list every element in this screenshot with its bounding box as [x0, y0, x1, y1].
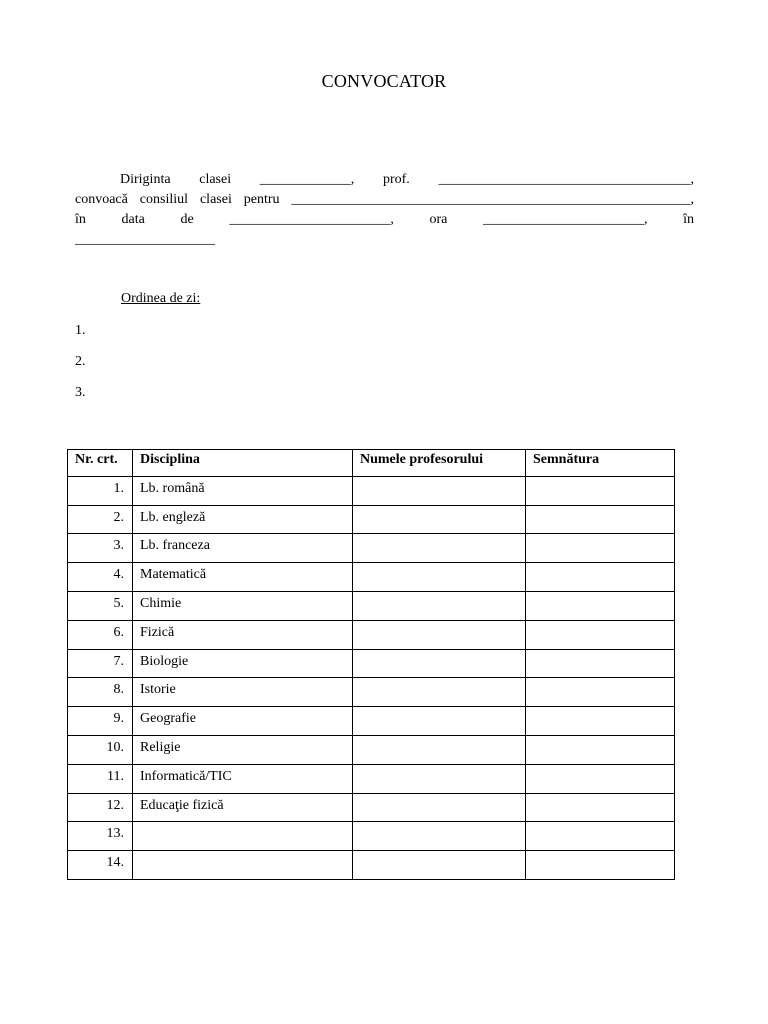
date-blank: _______________________,	[229, 212, 394, 227]
location-blank: ____________________	[75, 232, 215, 247]
header-signature: Semnătura	[526, 450, 675, 477]
discipline-cell: Educaţie fizică	[133, 793, 353, 822]
signature-cell[interactable]	[526, 735, 675, 764]
teacher-name-cell[interactable]	[353, 764, 526, 793]
header-discipline: Disciplina	[133, 450, 353, 477]
discipline-cell: Biologie	[133, 649, 353, 678]
word: în	[683, 212, 694, 227]
teacher-name-cell[interactable]	[353, 822, 526, 851]
table-row	[68, 764, 675, 793]
signature-cell[interactable]	[526, 764, 675, 793]
word: convoacă	[75, 192, 128, 207]
discipline-cell	[133, 822, 353, 851]
row-number-cell: 4.	[68, 563, 133, 592]
word: de	[180, 212, 194, 227]
table-row	[68, 620, 675, 649]
table-header-row	[68, 450, 675, 477]
table-body	[68, 476, 675, 879]
signature-cell[interactable]	[526, 822, 675, 851]
table-row	[68, 851, 675, 880]
paragraph-line-1	[75, 170, 694, 190]
signature-cell[interactable]	[526, 505, 675, 534]
teacher-name-cell[interactable]	[353, 735, 526, 764]
signature-cell[interactable]	[526, 563, 675, 592]
table-row	[68, 678, 675, 707]
paragraph-line-2	[75, 190, 694, 210]
teacher-name-cell[interactable]	[353, 851, 526, 880]
discipline-cell: Istorie	[133, 678, 353, 707]
table-row	[68, 707, 675, 736]
row-number-cell: 10.	[68, 735, 133, 764]
discipline-cell: Chimie	[133, 591, 353, 620]
word: pentru	[243, 192, 280, 207]
class-blank: _____________,	[259, 172, 355, 187]
teacher-name-cell[interactable]	[353, 563, 526, 592]
row-number-cell: 3.	[68, 534, 133, 563]
teacher-name-cell[interactable]	[353, 793, 526, 822]
discipline-cell: Geografie	[133, 707, 353, 736]
discipline-cell: Informatică/TIC	[133, 764, 353, 793]
signature-cell[interactable]	[526, 620, 675, 649]
table-row	[68, 793, 675, 822]
teacher-name-cell[interactable]	[353, 678, 526, 707]
teacher-name-cell[interactable]	[353, 534, 526, 563]
table-row	[68, 735, 675, 764]
signature-cell[interactable]	[526, 476, 675, 505]
table-row	[68, 649, 675, 678]
signature-cell[interactable]	[526, 851, 675, 880]
discipline-cell: Lb. română	[133, 476, 353, 505]
document-title: CONVOCATOR	[321, 71, 447, 91]
agenda-heading: Ordinea de zi:	[121, 291, 201, 306]
signature-cell[interactable]	[526, 707, 675, 736]
paragraph-line-3	[75, 210, 694, 230]
paragraph-line-4	[75, 230, 694, 250]
signature-cell[interactable]	[526, 591, 675, 620]
row-number-cell: 12.	[68, 793, 133, 822]
convocation-paragraph	[75, 170, 694, 250]
discipline-cell: Lb. franceza	[133, 534, 353, 563]
table-row	[68, 822, 675, 851]
teacher-name-cell[interactable]	[353, 505, 526, 534]
agenda-item: 3.	[75, 385, 86, 400]
row-number-cell: 11.	[68, 764, 133, 793]
table-row	[68, 505, 675, 534]
row-number-cell: 14.	[68, 851, 133, 880]
agenda-item: 2.	[75, 354, 86, 369]
word: în	[75, 212, 86, 227]
table-row	[68, 534, 675, 563]
table-row	[68, 563, 675, 592]
row-number-cell: 13.	[68, 822, 133, 851]
table-row	[68, 591, 675, 620]
time-blank: _______________________,	[482, 212, 648, 227]
attendance-table	[67, 449, 675, 880]
purpose-blank: _________________________________________________________,	[291, 192, 694, 207]
row-number-cell: 9.	[68, 707, 133, 736]
word: ora	[429, 212, 448, 227]
row-number-cell: 5.	[68, 591, 133, 620]
word: clasei	[199, 192, 232, 207]
teacher-name-cell[interactable]	[353, 649, 526, 678]
header-teacher-name: Numele profesorului	[353, 450, 526, 477]
teacher-name-cell[interactable]	[353, 707, 526, 736]
teacher-name-cell[interactable]	[353, 620, 526, 649]
signature-cell[interactable]	[526, 678, 675, 707]
table-row	[68, 476, 675, 505]
word: prof.	[382, 172, 410, 187]
agenda-item: 1.	[75, 323, 86, 338]
teacher-name-cell[interactable]	[353, 591, 526, 620]
discipline-cell: Lb. engleză	[133, 505, 353, 534]
discipline-cell: Fizică	[133, 620, 353, 649]
word: consiliul	[139, 192, 189, 207]
word: clasei	[199, 172, 232, 187]
discipline-cell	[133, 851, 353, 880]
teacher-blank: ____________________________________,	[438, 172, 694, 187]
discipline-cell: Religie	[133, 735, 353, 764]
signature-cell[interactable]	[526, 534, 675, 563]
word: Diriginta	[120, 172, 171, 187]
row-number-cell: 8.	[68, 678, 133, 707]
row-number-cell: 6.	[68, 620, 133, 649]
discipline-cell: Matematică	[133, 563, 353, 592]
row-number-cell: 2.	[68, 505, 133, 534]
header-nr: Nr. crt.	[68, 450, 133, 477]
teacher-name-cell[interactable]	[353, 476, 526, 505]
word: data	[121, 212, 145, 227]
row-number-cell: 1.	[68, 476, 133, 505]
row-number-cell: 7.	[68, 649, 133, 678]
signature-cell[interactable]	[526, 649, 675, 678]
signature-cell[interactable]	[526, 793, 675, 822]
